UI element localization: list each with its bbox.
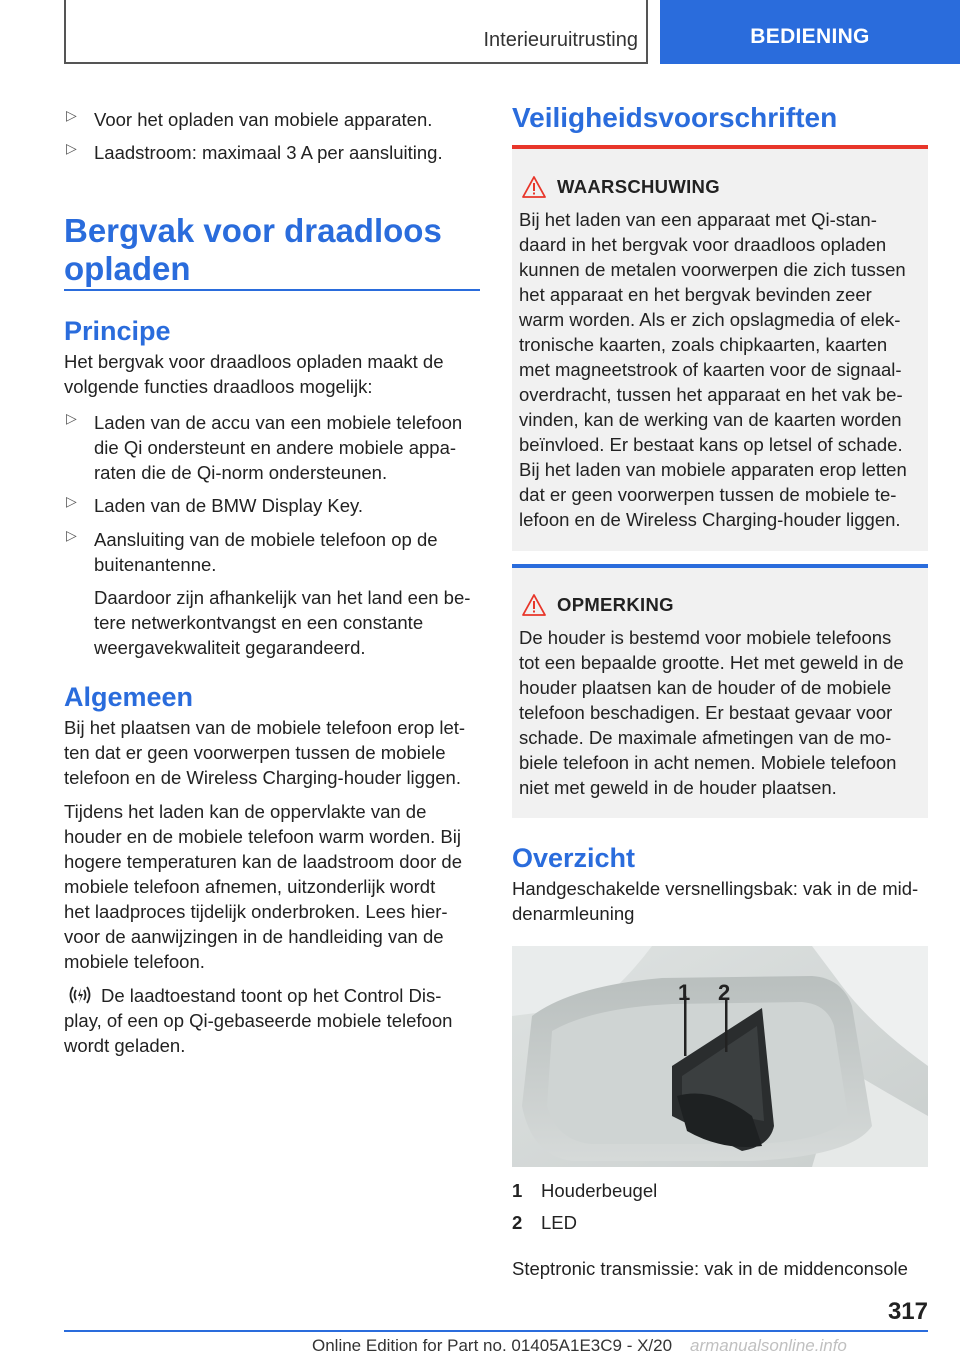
header-section-title: Interieuruitrusting <box>483 29 638 51</box>
paragraph: De laadtoestand toont op het Control Dis- play, of een op Qi-gebaseerde mobiele telefoon wordt geladen. <box>64 985 453 1056</box>
legend-label: LED <box>541 1212 577 1233</box>
paragraph-line: Steptronic transmissie: vak in de middenconsole <box>512 1258 908 1279</box>
warning-text: Bij het laden van een apparaat met Qi-stan- daard in het bergvak voor draadloos opladen kunnen de metalen voorwerpen die zich tussen het apparaat en het bergvak bevinden zeer warm worden. Als er zich opslagmedia of elek- tronische kaarten, zoals chipkaarten, kaarten met magneetstrook of kaarten voor de signaal- overdracht, tussen het apparaat en het vak be- vinden, kan de werking van de kaarten worden beïnvloed. Er bestaat kans op letsel of schade. Bij het laden van mobiele apparaten erop letten dat er geen voorwerpen tussen de mobiele te- lefoon en de Wireless Charging-houder liggen. <box>519 209 907 530</box>
legend-label: Houderbeugel <box>541 1180 658 1201</box>
warning-triangle-icon <box>522 176 546 198</box>
warning-box <box>512 145 928 551</box>
section-heading: Overzicht <box>512 843 636 873</box>
note-text: De houder is bestemd voor mobiele telefoons tot een bepaalde grootte. Het met geweld in de houder plaatsen kan de houder of de mobiele telefoon beschadigen. Er bestaat gevaar voor schade. De maximale afmetingen van de mo- biele telefoon in acht nemen. Mobiele telefoon niet met geweld in de houder plaatsen. <box>519 627 904 798</box>
section-heading: Principe <box>64 316 171 346</box>
paragraph-line: volgende functies draadloos mogelijk: <box>64 376 373 397</box>
note-label: OPMERKING <box>557 594 674 615</box>
triangle-bullet-icon: ▷ <box>66 140 77 156</box>
footer-divider <box>64 1330 928 1332</box>
paragraph-line: Het bergvak voor draadloos opladen maakt de <box>64 351 444 372</box>
list-item: ▷ Aansluiting van de mobiele telefoon op de buitenantenne. <box>66 527 438 575</box>
page-number: 317 <box>887 1298 928 1325</box>
paragraph: Bij het plaatsen van de mobiele telefoon erop let- ten dat er geen voorwerpen tussen de mobiele telefoon en de Wireless Charging-houder liggen. <box>64 717 466 788</box>
legend-number: 2 <box>512 1212 523 1233</box>
bullet-text: Voor het opladen van mobiele apparaten. <box>94 109 433 130</box>
warning-label: WAARSCHUWING <box>557 176 720 197</box>
note-box <box>512 564 928 818</box>
title-divider <box>64 289 480 291</box>
triangle-bullet-icon: ▷ <box>66 107 77 123</box>
triangle-bullet-icon: ▷ <box>66 493 77 509</box>
header-chapter-tab: BEDIENING <box>660 0 960 64</box>
bullet-text: Laadstroom: maximaal 3 A per aansluiting. <box>94 142 443 163</box>
list-item: ▷ Laden van de BMW Display Key. <box>66 493 364 516</box>
bullet-continuation: Daardoor zijn afhankelijk van het land een be- tere netwerkontvangst en een constante weergavekwaliteit gegarandeerd. <box>94 587 471 658</box>
list-item <box>64 107 480 132</box>
section-title-safety: Veiligheidsvoorschriften <box>512 102 838 133</box>
list-item: ▷ Laden van de accu van een mobiele telefoon die Qi ondersteunt en andere mobiele appa- raten die de Qi-norm ondersteunen. <box>66 410 463 483</box>
callout-label: 2 <box>718 980 731 1005</box>
paragraph: Tijdens het laden kan de oppervlakte van de houder en de mobiele telefoon warm worden. Bij hogere temperaturen kan de laadstroom door de mobiele telefoon afnemen, uitzonderlijk wordt het laadproces tijdelijk onderbroken. Lees hier- voor de aanwijzingen in de handleiding van de mobiele telefoon. <box>64 801 463 972</box>
triangle-bullet-icon: ▷ <box>66 410 77 426</box>
warning-triangle-icon <box>522 594 546 616</box>
list-item <box>64 140 480 165</box>
callout-label: 1 <box>678 980 691 1005</box>
footer-edition: Online Edition for Part no. 01405A1E3C9 - X/20 <box>312 1336 673 1355</box>
footer-watermark[interactable]: armanualsonline.info <box>690 1336 847 1355</box>
triangle-bullet-icon: ▷ <box>66 527 77 543</box>
section-principe <box>64 315 480 399</box>
legend-number: 1 <box>512 1180 523 1201</box>
section-algemeen <box>64 681 480 1058</box>
page-title: Bergvak voor draadloos opladen <box>64 212 442 287</box>
wireless-charging-icon <box>66 984 94 1006</box>
armrest-compartment-photo <box>512 946 928 1167</box>
section-overzicht: Overzicht Handgeschakelde versnellingsbak: vak in de mid- denarmleuning <box>512 842 928 926</box>
section-heading: Algemeen <box>64 682 194 712</box>
